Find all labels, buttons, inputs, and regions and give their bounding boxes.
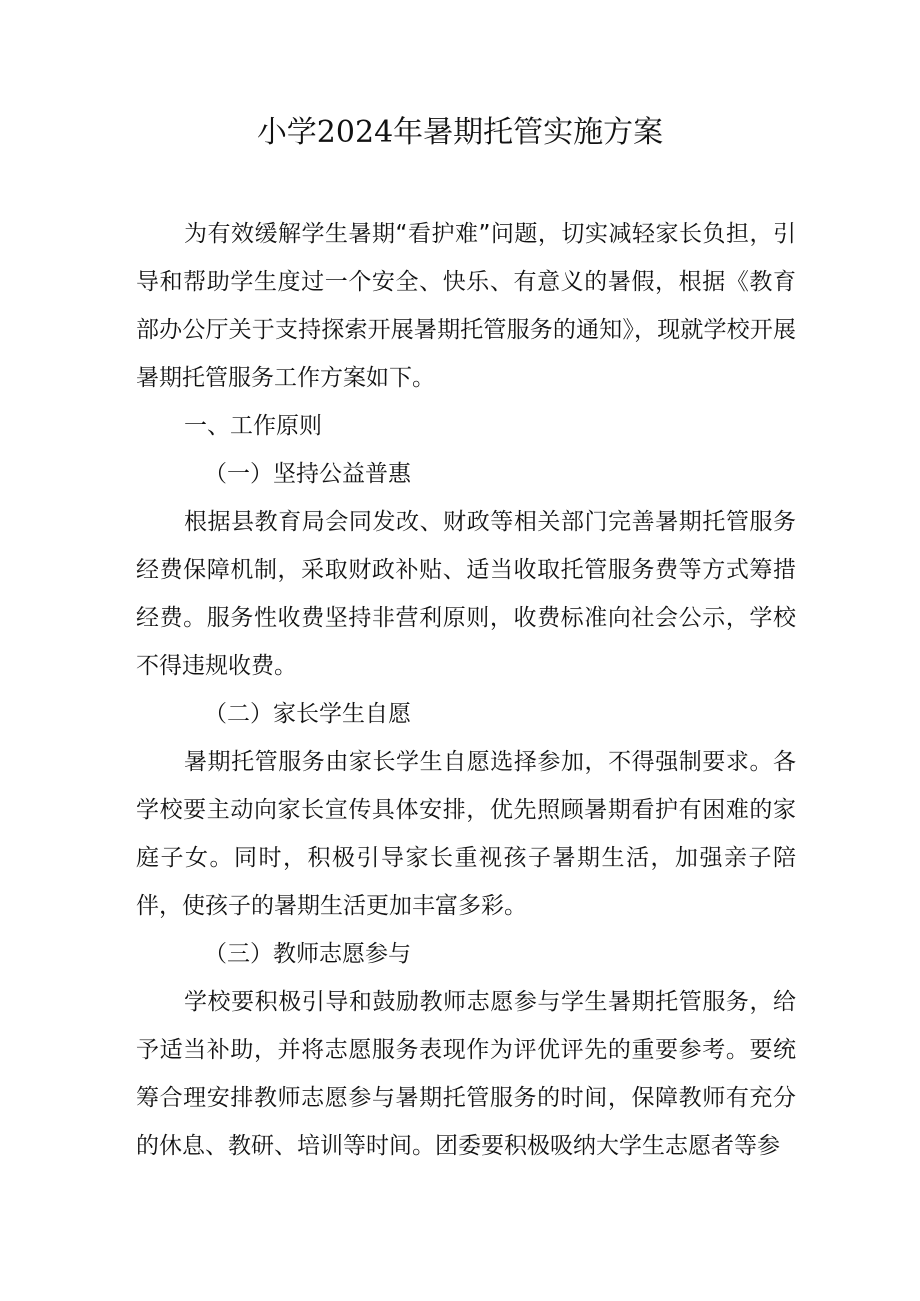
- subsection-heading-voluntary: （二）家长学生自愿: [204, 701, 411, 727]
- public-welfare-paragraph: 根据县教育局会同发改、财政等相关部门完善暑期托管服务经费保障机制，采取财政补贴、适当收取托管服务费等方式筹措经费。服务性收费坚持非营利原则，收费标准向社会公示，学校不得违规收费。: [136, 509, 796, 679]
- subsection-heading-public-welfare: （一）坚持公益普惠: [204, 461, 411, 487]
- subsection-heading-teacher-volunteer: （三）教师志愿参与: [204, 941, 411, 967]
- teacher-volunteer-paragraph: 学校要积极引导和鼓励教师志愿参与学生暑期托管服务，给予适当补助，并将志愿服务表现作为评优评先的重要参考。要统筹合理安排教师志愿参与暑期托管服务的时间，保障教师有充分的休息、教研、培训等时间。团委要积极吸纳大学生志愿者等参: [136, 989, 796, 1159]
- voluntary-paragraph: 暑期托管服务由家长学生自愿选择参加，不得强制要求。各学校要主动向家长宣传具体安排，优先照顾暑期看护有困难的家庭子女。同时，积极引导家长重视孩子暑期生活，加强亲子陪伴，使孩子的暑期生活更加丰富多彩。: [136, 749, 796, 919]
- section-heading-work-principles: 一、工作原则: [184, 413, 322, 439]
- intro-paragraph: 为有效缓解学生暑期“看护难”问题，切实减轻家长负担，引导和帮助学生度过一个安全、快乐、有意义的暑假，根据《教育部办公厅关于支持探索开展暑期托管服务的通知》，现就学校开展暑期托管服务工作方案如下。: [136, 221, 796, 391]
- document-title: 小学2024年暑期托管实施方案: [256, 115, 664, 150]
